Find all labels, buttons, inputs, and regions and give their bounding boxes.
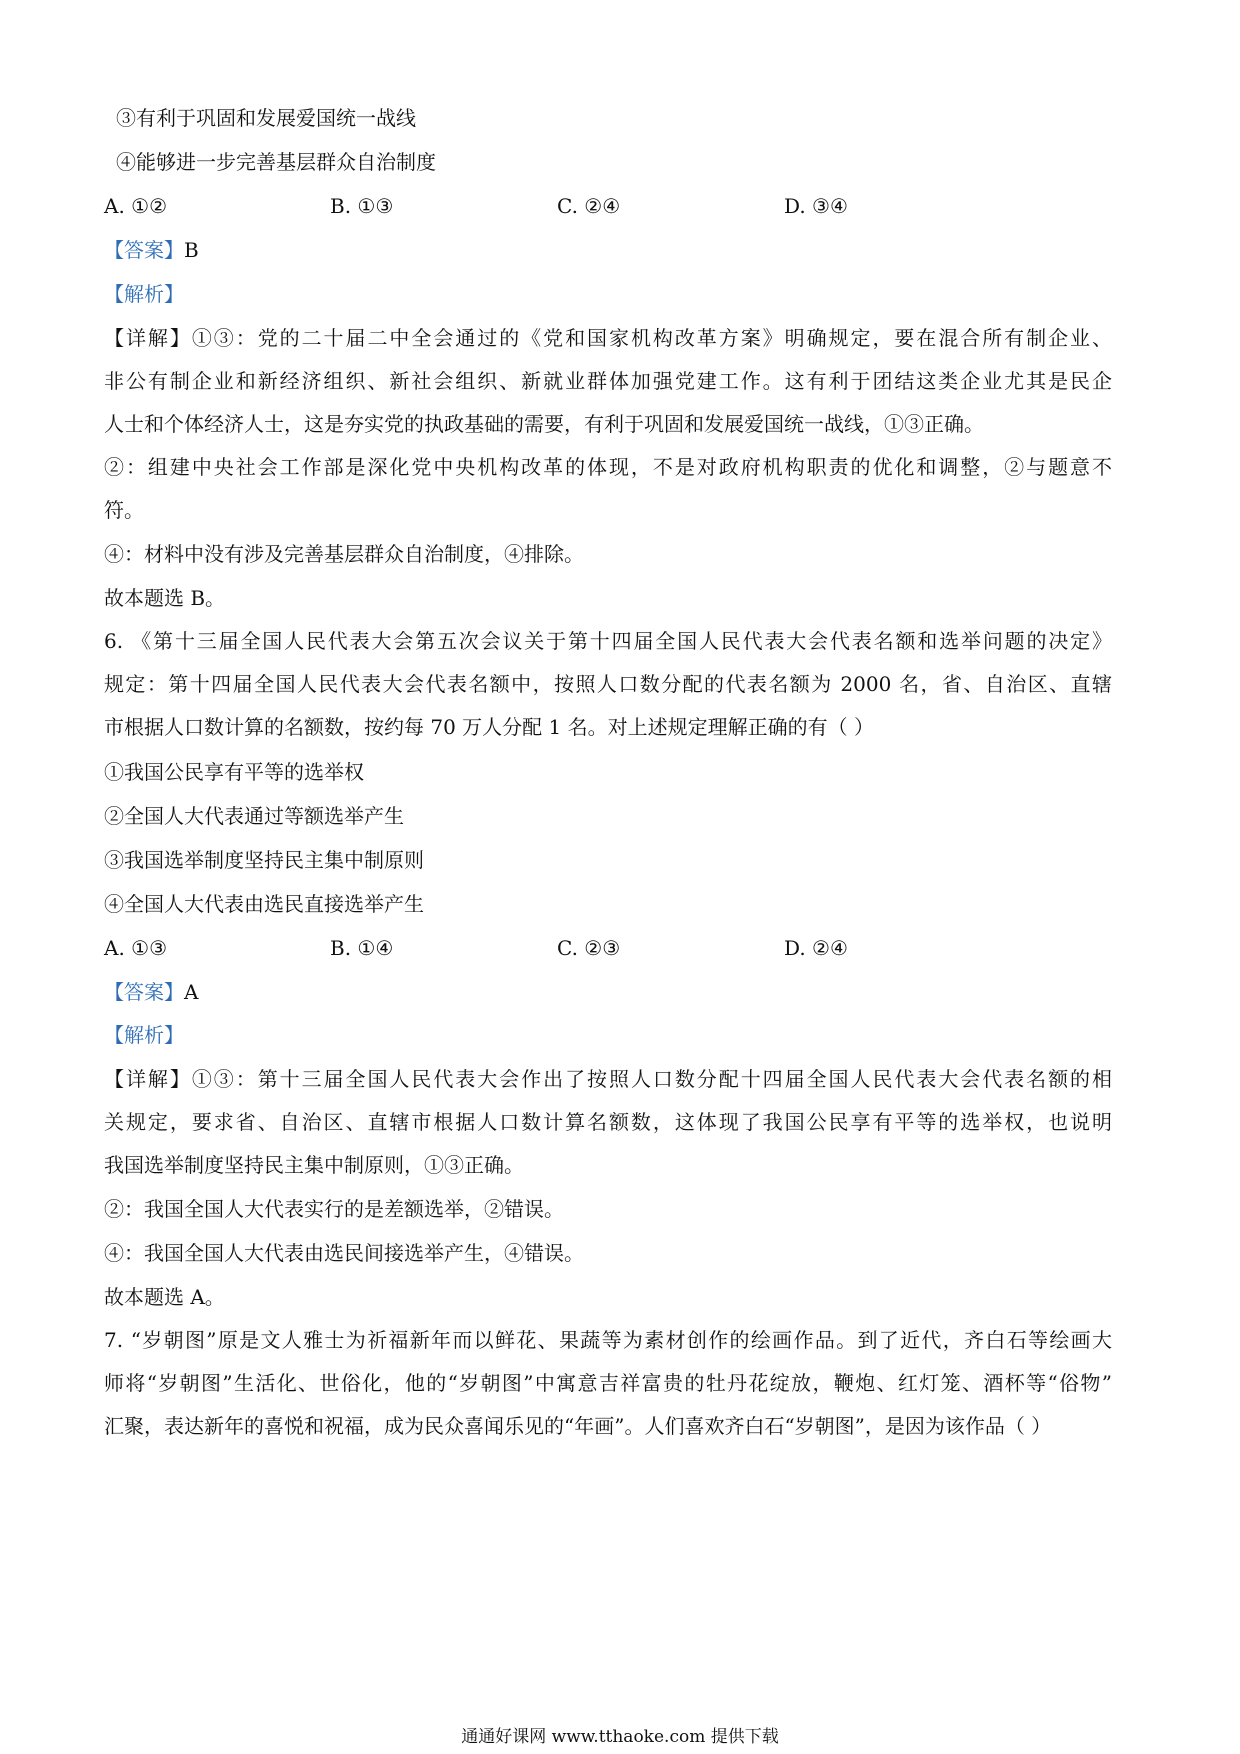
q6-detail-line-4: ②：我国全国人大代表实行的是差额选举，②错误。 bbox=[104, 1197, 564, 1221]
q5-detail-line-6: ④：材料中没有涉及完善基层群众自治制度，④排除。 bbox=[104, 542, 584, 566]
q6-stem-line-1: 6. 《第十三届全国人民代表大会第五次会议关于第十四届全国人民代表大会代表名额和选举问题的决定》 bbox=[104, 629, 1112, 653]
q5-option-4: ④能够进一步完善基层群众自治制度 bbox=[116, 150, 436, 174]
q6-option-2: ②全国人大代表通过等额选举产生 bbox=[104, 804, 404, 828]
q6-choice-d: D. ②④ bbox=[784, 936, 848, 960]
q6-choice-b: B. ①④ bbox=[330, 936, 394, 960]
q6-answer-line bbox=[104, 980, 198, 1004]
q5-answer-tag: 【答案】 bbox=[104, 238, 184, 262]
q6-stem-line-3: 市根据人口数计算的名额数，按约每 70 万人分配 1 名。对上述规定理解正确的有（ ） bbox=[104, 715, 874, 739]
q5-analysis-tag: 【解析】 bbox=[104, 282, 184, 306]
q5-choice-a: A. ①② bbox=[104, 194, 168, 218]
q5-detail-line-2: 非公有制企业和新经济组织、新社会组织、新就业群体加强党建工作。这有利于团结这类企业尤其是民企 bbox=[104, 369, 1112, 393]
q5-detail-text-1: ①③：党的二十届二中全会通过的《党和国家机构改革方案》明确规定，要在混合所有制企业、 bbox=[191, 326, 1113, 350]
q5-choice-c: C. ②④ bbox=[557, 194, 621, 218]
q6-answer-tag: 【答案】 bbox=[104, 980, 184, 1004]
q7-stem-line-3: 汇聚，表达新年的喜悦和祝福，成为民众喜闻乐见的“年画”。人们喜欢齐白石“岁朝图”，是因为该作品（ ） bbox=[104, 1414, 1052, 1438]
q5-detail-line-4: ②：组建中央社会工作部是深化党中央机构改革的体现，不是对政府机构职责的优化和调整，②与题意不 bbox=[104, 455, 1112, 479]
q5-answer-value: B bbox=[184, 238, 199, 262]
q5-detail-line-1 bbox=[104, 326, 1112, 350]
q6-detail-line-1 bbox=[104, 1067, 1112, 1091]
q7-stem-line-1: 7. “岁朝图”原是文人雅士为祈福新年而以鲜花、果蔬等为素材创作的绘画作品。到了近代，齐白石等绘画大 bbox=[104, 1328, 1112, 1352]
q6-answer-value: A bbox=[184, 980, 199, 1004]
q6-option-4: ④全国人大代表由选民直接选举产生 bbox=[104, 892, 424, 916]
q5-choice-d: D. ③④ bbox=[784, 194, 848, 218]
q6-option-3: ③我国选举制度坚持民主集中制原则 bbox=[104, 848, 424, 872]
q6-detail-line-2: 关规定，要求省、自治区、直辖市根据人口数计算名额数，这体现了我国公民享有平等的选举权，也说明 bbox=[104, 1110, 1112, 1134]
q5-detail-line-5: 符。 bbox=[104, 498, 144, 522]
q6-analysis-tag: 【解析】 bbox=[104, 1023, 184, 1047]
page-footer: 通通好课网 www.tthaoke.com 提供下载 bbox=[461, 1727, 779, 1747]
q6-choice-a: A. ①③ bbox=[104, 936, 168, 960]
q5-choice-b: B. ①③ bbox=[330, 194, 394, 218]
q7-stem-line-2: 师将“岁朝图”生活化、世俗化，他的“岁朝图”中寓意吉祥富贵的牡丹花绽放，鞭炮、红灯笼、酒杯等“俗物” bbox=[104, 1371, 1112, 1395]
q6-detail-line-5: ④：我国全国人大代表由选民间接选举产生，④错误。 bbox=[104, 1241, 584, 1265]
q6-stem-line-2: 规定：第十四届全国人民代表大会代表名额中，按照人口数分配的代表名额为 2000 名，省、自治区、直辖 bbox=[104, 672, 1112, 696]
q6-detail-tag: 【详解】 bbox=[104, 1067, 192, 1091]
q5-detail-line-3: 人士和个体经济人士，这是夯实党的执政基础的需要，有利于巩固和发展爱国统一战线，①③正确。 bbox=[104, 412, 984, 436]
q6-conclusion: 故本题选 A。 bbox=[104, 1285, 225, 1309]
q5-conclusion: 故本题选 B。 bbox=[104, 586, 226, 610]
q6-option-1: ①我国公民享有平等的选举权 bbox=[104, 760, 364, 784]
q6-choice-c: C. ②③ bbox=[557, 936, 621, 960]
q5-answer-line bbox=[104, 238, 199, 262]
q6-detail-text-1: ①③：第十三届全国人民代表大会作出了按照人口数分配十四届全国人民代表大会代表名额的相 bbox=[191, 1067, 1113, 1091]
q5-option-3: ③有利于巩固和发展爱国统一战线 bbox=[116, 106, 416, 130]
q5-detail-tag: 【详解】 bbox=[104, 326, 192, 350]
q6-detail-line-3: 我国选举制度坚持民主集中制原则，①③正确。 bbox=[104, 1153, 524, 1177]
